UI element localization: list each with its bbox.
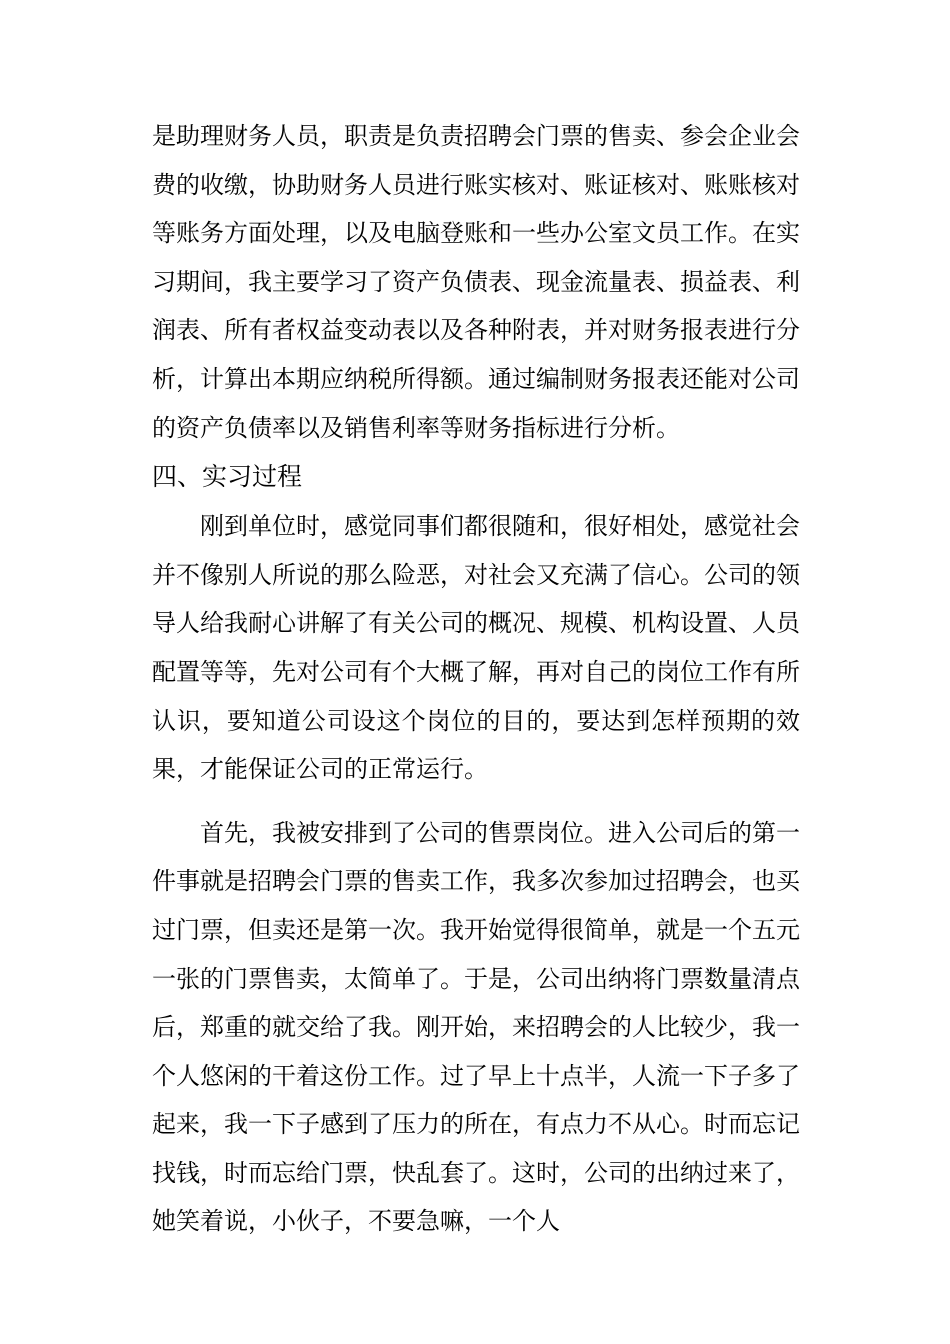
- paragraph-duties: 是助理财务人员，职责是负责招聘会门票的售卖、参会企业会费的收缴，协助财务人员进行账实核对、账证核对、账账核对等账务方面处理，以及电脑登账和一些办公室文员工作。在实习期间，我主要学习了资产负债表、现金流量表、损益表、利润表、所有者权益变动表以及各种附表，并对财务报表进行分析，计算出本期应纳税所得额。通过编制财务报表还能对公司的资产负债率以及销售利率等财务指标进行分析。: [152, 122, 800, 442]
- paragraph-arrival: 刚到单位时，感觉同事们都很随和，很好相处，感觉社会并不像别人所说的那么险恶，对社会又充满了信心。公司的领导人给我耐心讲解了有关公司的概况、规模、机构设置、人员配置等等，先对公司有个大概了解，再对自己的岗位工作有所认识，要知道公司设这个岗位的目的，要达到怎样预期的效果，才能保证公司的正常运行。: [152, 512, 800, 784]
- paragraph-gap: [152, 794, 800, 809]
- section-heading: 四、实习过程: [152, 462, 303, 492]
- document-page: [152, 112, 800, 1246]
- paragraph-ticket-sales: 首先，我被安排到了公司的售票岗位。进入公司后的第一件事就是招聘会门票的售卖工作，我多次参加过招聘会，也买过门票，但卖还是第一次。我开始觉得很简单，就是一个五元一张的门票售卖，太简单了。于是，公司出纳将门票数量清点后，郑重的就交给了我。刚开始，来招聘会的人比较少，我一个人悠闲的干着这份工作。过了早上十点半，人流一下子多了起来，我一下子感到了压力的所在，有点力不从心。时而忘记找钱，时而忘给门票，快乱套了。这时，公司的出纳过来了，她笑着说，小伙子，不要急嘛，一个人: [152, 818, 800, 1236]
